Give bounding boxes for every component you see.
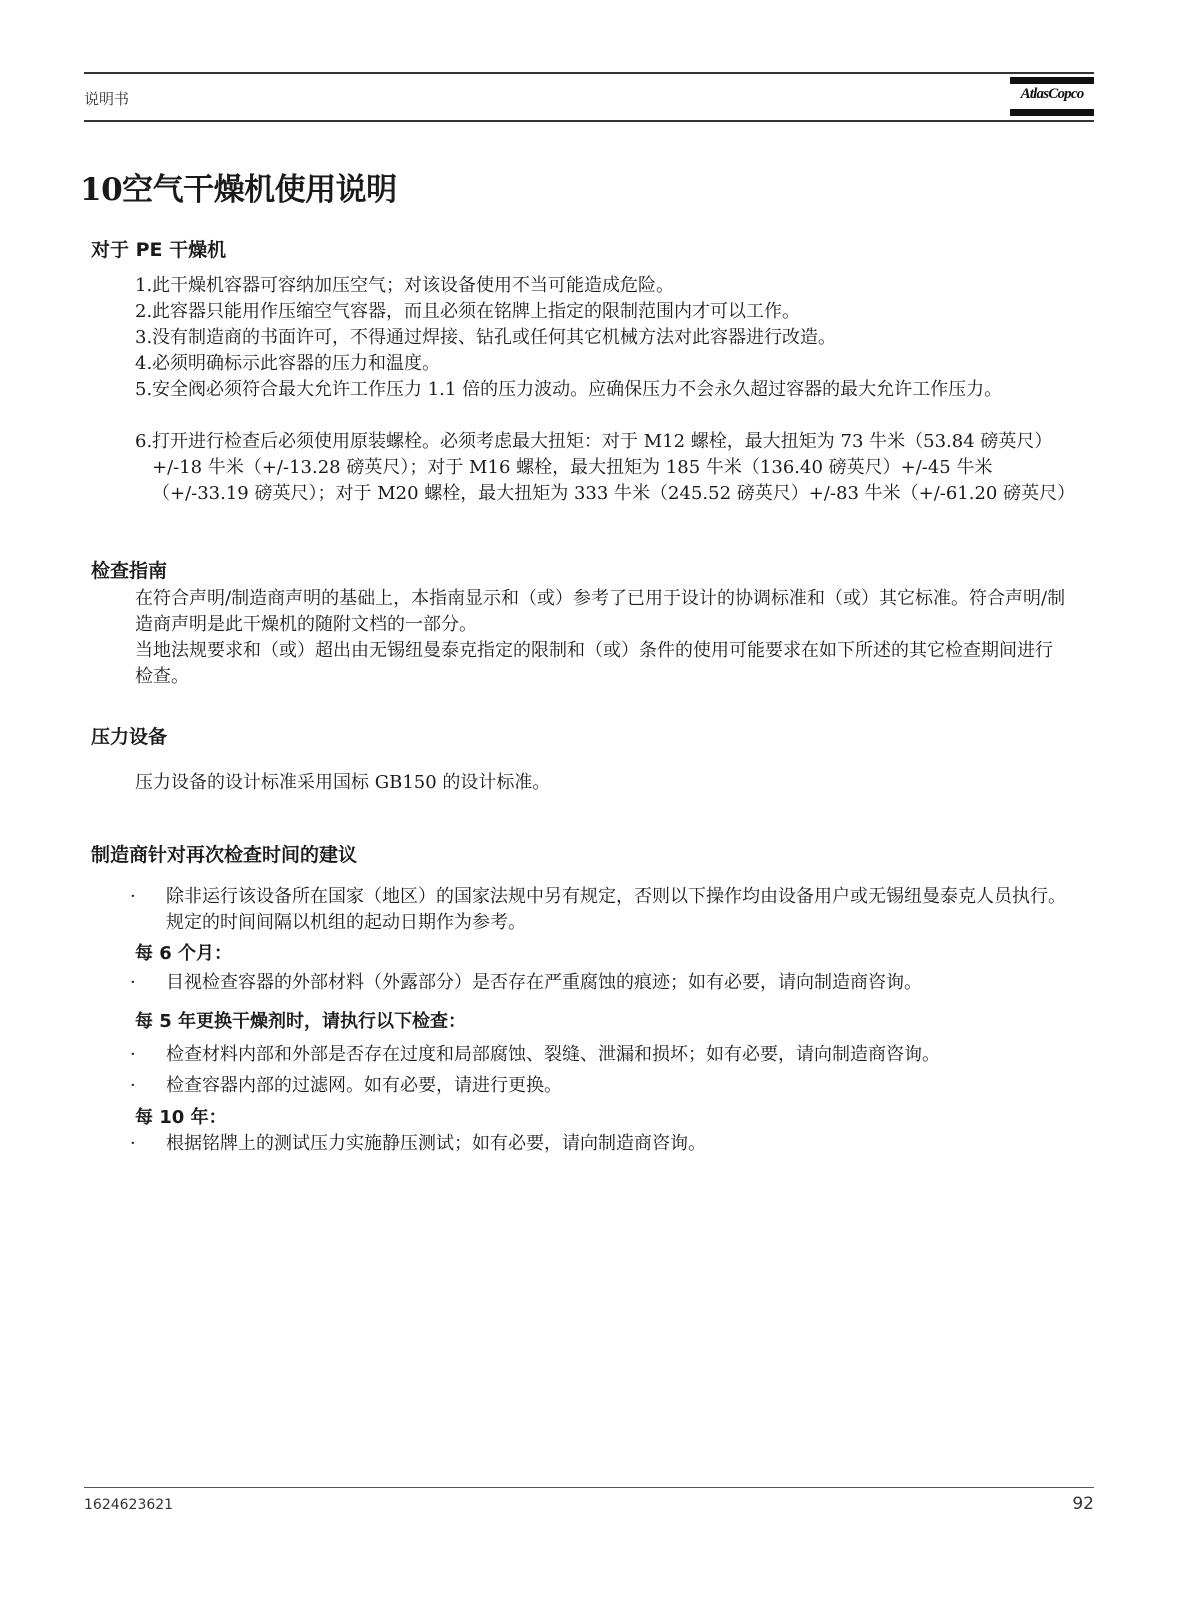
pe-item-text: 此容器只能用作压缩空气容器，而且必须在铭牌上指定的限制范围内才可以工作。 [152,301,800,322]
guide-paragraph-2: 当地法规要求和（或）超出由无锡纽曼泰克指定的限制和（或）条件的使用可能要求在如下所述的其它检查期间进行检查。 [135,640,1053,687]
every10-item: 根据铭牌上的测试压力实施静压测试；如有必要，请向制造商咨询。 [166,1133,706,1154]
bullet-dot: · [130,1133,136,1154]
guide-paragraph-1: 在符合声明/制造商声明的基础上，本指南显示和（或）参考了已用于设计的协调标准和（或）其它标准。符合声明/制造商声明是此干燥机的随附文档的一部分。 [135,588,1066,635]
recommend-intro: 除非运行该设备所在国家（地区）的国家法规中另有规定，否则以下操作均由设备用户或无锡纽曼泰克人员执行。规定的时间间隔以机组的起动日期作为参考。 [166,886,1066,933]
bullet-dot: · [130,972,136,993]
logo-wordmark: AtlasCopco [1020,86,1084,102]
heading-pressure-equipment: 压力设备 [91,726,168,748]
heading-inspection-guide: 检查指南 [91,560,168,582]
header-top-rule [84,72,1094,74]
every5-item-2: 检查容器内部的过滤网。如有必要，请进行更换。 [166,1075,562,1096]
pe-item-text: 此干燥机容器可容纳加压空气；对该设备使用不当可能造成危险。 [152,275,674,296]
bullet-dot: · [130,1075,136,1096]
item-number: 4. [135,353,153,374]
bullet-dot: · [130,1044,136,1065]
heading-every-6-months: 每 6 个月： [135,943,233,964]
heading-recheck-recommendation: 制造商针对再次检查时间的建议 [91,844,358,866]
pe-item-text: 必须明确标示此容器的压力和温度。 [152,353,440,374]
header-bottom-rule [84,120,1094,122]
heading-pe-dryer: 对于 PE 干燥机 [91,239,227,261]
pe-item-text: 打开进行检查后必须使用原装螺栓。必须考虑最大扭矩：对于 M12 螺栓，最大扭矩为 73 牛米（53.84 磅英尺）+/-18 牛米（+/-13.28 磅英尺）；对于 M16 螺栓，最大扭矩为 185 牛米（136.40 磅英尺）+/-45 牛米（+/-33.19 磅英尺）；对于 M20 螺栓，最大扭矩为 333 牛米（245.52 磅英尺）+/-83 牛米（+/-61.20 磅英尺） [152,431,1076,504]
item-number: 1. [135,275,153,296]
every6-item: 目视检查容器的外部材料（外露部分）是否存在严重腐蚀的痕迹；如有必要，请向制造商咨询。 [166,972,922,993]
pressure-paragraph: 压力设备的设计标准采用国标 GB150 的设计标准。 [135,772,551,793]
footer-doc-number: 1624623621 [84,1497,174,1513]
item-number: 3. [135,327,153,348]
footer-page-number: 92 [1072,1494,1094,1514]
item-number: 6. [135,431,153,452]
logo-bottom-bar [1010,109,1094,116]
atlas-copco-logo [1010,73,1094,119]
header-doc-type: 说明书 [84,90,130,108]
pe-item-text: 安全阀必须符合最大允许工作压力 1.1 倍的压力波动。应确保压力不会永久超过容器的最大允许工作压力。 [152,379,1003,400]
heading-every-5-years: 每 5 年更换干燥剂时，请执行以下检查： [135,1011,467,1032]
pe-item-text: 没有制造商的书面许可，不得通过焊接、钻孔或任何其它机械方法对此容器进行改造。 [152,327,836,348]
page-title: 10空气干燥机使用说明 [80,172,397,208]
footer-rule [84,1487,1094,1488]
heading-every-10-years: 每 10 年： [135,1107,227,1128]
every5-item-1: 检查材料内部和外部是否存在过度和局部腐蚀、裂缝、泄漏和损坏；如有必要，请向制造商咨询。 [166,1044,940,1065]
item-number: 2. [135,301,153,322]
item-number: 5. [135,379,153,400]
logo-top-bar [1010,77,1094,84]
bullet-dot: · [130,886,136,907]
